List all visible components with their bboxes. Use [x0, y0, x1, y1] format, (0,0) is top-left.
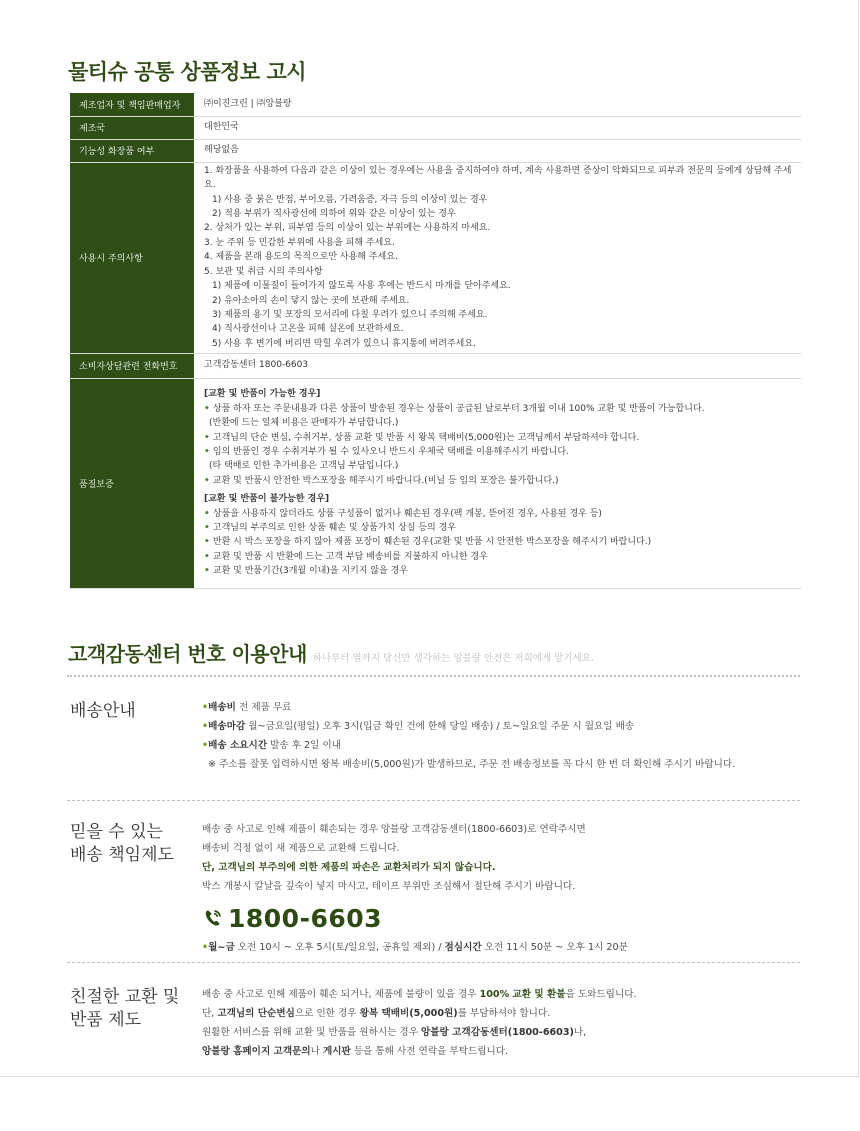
info-row-country [70, 116, 801, 139]
caution-line: 3) 제품의 용기 및 포장의 모서리에 다칠 우려가 있으니 주의해 주세요. [212, 309, 488, 320]
info-value: ㈜이진크린 | ㈜앙블랑 [194, 93, 801, 116]
info-value [194, 162, 801, 353]
lunch-label: 점심시간 [444, 942, 482, 953]
text: 나, [573, 1027, 587, 1038]
product-info-table [70, 93, 801, 589]
impossible-item: • 반환 시 박스 포장을 하지 않아 제품 포장이 훼손된 경우(교환 및 반품 시 안전한 박스포장을 해주시기 바랍니다.) [204, 535, 801, 549]
shipping-fee-line [202, 698, 735, 717]
text: 를 부담하셔야 합니다. [457, 1008, 551, 1019]
trust-line: 배송 중 사고로 인해 제품이 훼손되는 경우 앙블랑 고객감동센터(1800-6603)로 연락주시면 [202, 824, 586, 835]
highlight: 게시판 [322, 1046, 351, 1057]
info-value: 고객감동센터 1800-6603 [194, 353, 801, 378]
caution-line: 1. 화장품을 사용하여 다음과 같은 이상이 있는 경우에는 사용을 중지하여야 하며, 계속 사용하면 증상이 악화되므로 피부과 전문의 등에게 상담해 주세요. [204, 165, 792, 191]
exchange-line [202, 1004, 637, 1023]
exchange-body [202, 985, 637, 1061]
trust-heading-line1: 믿을 수 있는 [70, 822, 163, 842]
shipping-body [202, 698, 735, 774]
divider [67, 800, 800, 801]
phone-number[interactable]: 1800-6603 [228, 903, 383, 933]
highlight: 앙블랑 홈페이지 고객문의 [202, 1046, 311, 1057]
exchange-line [202, 1023, 637, 1042]
info-value [194, 378, 801, 588]
text: 배송 중 사고로 인해 제품이 훼손 되거나, 제품에 불량이 있을 경우 [202, 989, 480, 1000]
center-subtitle: 하나부터 열까지 당신만 생각하는 앙블랑 안전은 저희에게 맡기세요. [312, 653, 594, 664]
text: 나 [310, 1046, 323, 1057]
impossible-title: [교환 및 반품이 불가능한 경우] [204, 494, 330, 505]
possible-item: • 교환 및 반품시 안전한 박스포장을 해주시기 바랍니다.(비닐 등 임의 포장은 불가합니다.) [204, 474, 801, 488]
impossible-item: • 상품을 사용하지 않더라도 상품 구성품이 없거나 훼손된 경우(팩 개봉, 뜯어진 경우, 사용된 경우 등) [204, 507, 801, 521]
info-label: 사용시 주의사항 [70, 162, 194, 353]
caution-line: 5) 사용 후 변기에 버리면 막힐 우려가 있으니 휴지통에 버려주세요. [212, 338, 476, 349]
possible-item: (반환에 드는 일체 비용은 판매자가 부담합니다.) [209, 418, 399, 429]
highlight: 고객님의 단순변심 [217, 1008, 295, 1019]
possible-item: • 임의 반품인 경우 수취거부가 될 수 있사오니 반드시 우체국 택배를 이용해주시기 바랍니다. [204, 445, 801, 459]
trust-line: 배송비 걱정 없이 새 제품으로 교환해 드립니다. [202, 843, 400, 854]
caution-line: 1) 제품에 이물질이 들어가지 않도록 사용 후에는 반드시 마개를 닫아주세요. [212, 281, 511, 292]
impossible-item: • 고객님의 부주의로 인한 상품 훼손 및 상품가치 상실 등의 경우 [204, 521, 801, 535]
possible-item: • 상품 하자 또는 주문내용과 다른 상품이 발송된 경우는 상품이 공급된 날로부터 3개월 이내 100% 교환 및 반품이 가능합니다. [204, 402, 801, 416]
center-title [68, 638, 594, 667]
caution-line: 5. 보관 및 취급 시의 주의사항 [204, 266, 323, 277]
bullet-dot: • [202, 702, 209, 713]
exchange-line [202, 985, 637, 1004]
shipping-cutoff-line [202, 717, 735, 736]
bullet-dot: • [202, 740, 209, 751]
shipping-note: ※ 주소를 잘못 입력하시면 왕복 배송비(5,000원)가 발생하므로, 주문 전 배송정보를 꼭 다시 한 번 더 확인해 주시기 바랍니다. [208, 759, 736, 770]
caution-line: 1) 사용 중 붉은 반점, 부어오름, 가려움증, 자극 등의 이상이 있는 경우 [212, 194, 488, 205]
info-value: 대한민국 [194, 116, 801, 139]
phone-block [202, 901, 628, 935]
text: 단, [202, 1008, 218, 1019]
fee-text: 전 제품 무료 [235, 702, 292, 713]
phone-icon [202, 906, 224, 930]
info-row-quality [70, 378, 801, 588]
possible-item: (타 택배로 인한 추가비용은 고객님 부담입니다.) [209, 461, 399, 472]
info-row-caution [70, 162, 801, 353]
hours-line [202, 938, 628, 957]
info-label: 기능성 화장품 여부 [70, 139, 194, 162]
caution-line: 2) 적용 부위가 직사광선에 의하여 위와 같은 이상이 있는 경우 [212, 209, 456, 220]
highlight: 왕복 택배비(5,000원) [359, 1008, 458, 1019]
time-label: 배송 소요시간 [208, 740, 268, 751]
possible-title: [교환 및 반품이 가능한 경우] [204, 389, 321, 400]
trust-heading-line2: 배송 책임제도 [70, 845, 174, 865]
caution-line: 4. 제품을 본래 용도의 목적으로만 사용해 주세요. [204, 252, 398, 263]
info-value: 해당없음 [194, 139, 801, 162]
info-label: 소비자상담관련 전화번호 [70, 353, 194, 378]
exchange-heading-line2: 반품 제도 [70, 1010, 142, 1030]
text: 원활한 서비스를 위해 교환 및 반품을 원하시는 경우 [202, 1027, 422, 1038]
info-row-maker [70, 93, 801, 116]
exchange-heading [70, 986, 179, 1032]
caution-line: 2. 상처가 있는 부위, 피부염 등의 이상이 있는 부위에는 사용하지 마세요. [204, 223, 491, 234]
bullet-dot: • [202, 942, 209, 953]
highlight: 100% 교환 및 환불 [479, 989, 566, 1000]
time-text: 발송 후 2일 이내 [267, 740, 342, 751]
shipping-heading: 배송안내 [70, 701, 136, 721]
info-label: 품질보증 [70, 378, 194, 588]
impossible-item: • 교환 및 반품 시 반환에 드는 고객 부담 배송비를 지불하지 아니한 경우 [204, 550, 801, 564]
text: 을 도와드립니다. [565, 989, 637, 1000]
fee-label: 배송비 [208, 702, 236, 713]
info-label: 제조국 [70, 116, 194, 139]
caution-line: 2) 유아소아의 손이 닿지 않는 곳에 보관해 주세요. [212, 295, 410, 306]
possible-list [204, 402, 801, 488]
text: 등을 통해 사전 연락을 부탁드립니다. [350, 1046, 509, 1057]
bullet-dot: • [202, 721, 209, 732]
cutoff-label: 배송마감 [208, 721, 246, 732]
caution-line: 4) 직사광선이나 고온을 피해 실온에 보관하세요. [212, 324, 404, 335]
caution-list [204, 164, 801, 351]
caution-line: 3. 눈 주위 등 민감한 부위에 사용을 피해 주세요. [204, 237, 395, 248]
hours-label: 월~금 [208, 942, 235, 953]
trust-heading [70, 821, 174, 867]
impossible-item: • 교환 및 반품기간(3개월 이내)을 지키지 않을 경우 [204, 564, 801, 578]
exchange-heading-line1: 친절한 교환 및 [70, 987, 180, 1007]
cutoff-text: 월~금요일(평일) 오후 3시(입금 확인 건에 한해 당일 배송) / 토~일요일 주문 시 월요일 배송 [245, 721, 635, 732]
trust-warning: 단, 고객님의 부주의에 의한 제품의 파손은 교환처리가 되지 않습니다. [202, 862, 496, 873]
impossible-list [204, 507, 801, 579]
divider [67, 675, 800, 677]
hours-text: 오전 10시 ~ 오후 5시(토/일요일, 공휴일 제외) / [234, 942, 445, 953]
info-label: 제조업자 및 책임판매업자 [70, 93, 194, 116]
trust-line: 박스 개봉시 칼날을 깊숙이 넣지 마시고, 테이프 부위만 조심해서 절단해 주시기 바랍니다. [202, 881, 576, 892]
possible-item: • 고객님의 단순 변심, 수취거부, 상품 교환 및 반품 시 왕복 택배비(5,000원)는 고객님께서 부담하셔야 합니다. [204, 431, 801, 445]
info-row-functional [70, 139, 801, 162]
lunch-text: 오전 11시 50분 ~ 오후 1시 20분 [481, 942, 628, 953]
highlight: 앙블랑 고객감동센터(1800-6603) [421, 1027, 574, 1038]
center-title-text: 고객감동센터 번호 이용안내 [68, 642, 307, 666]
shipping-time-line [202, 736, 735, 755]
info-row-consumer [70, 353, 801, 378]
text: 으로 인한 경우 [294, 1008, 360, 1019]
trust-body [202, 820, 628, 957]
notice-title: 물티슈 공통 상품정보 고시 [68, 60, 307, 84]
exchange-line [202, 1042, 637, 1061]
divider [67, 962, 800, 963]
